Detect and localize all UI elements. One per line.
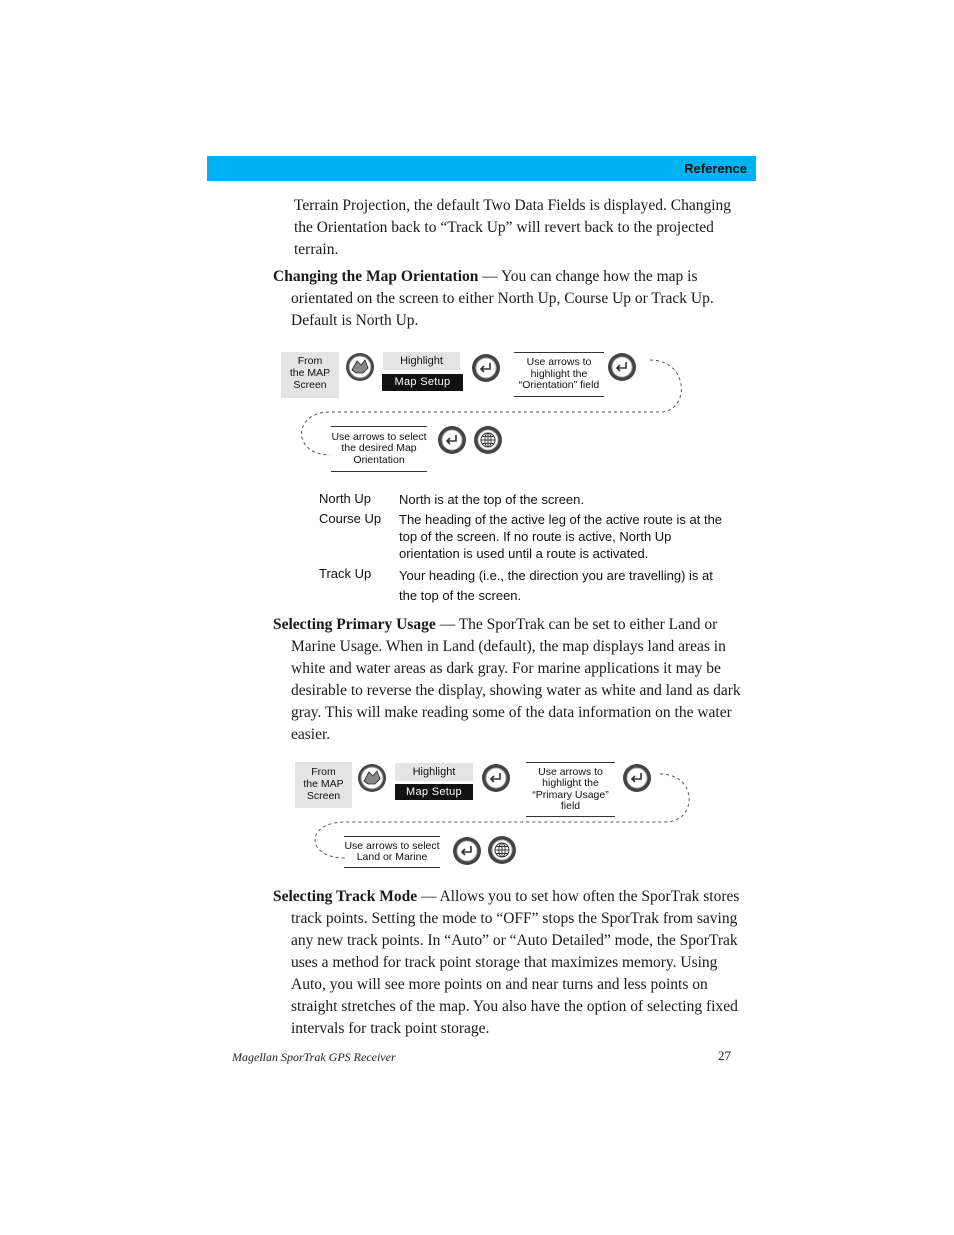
def-term-course-up: Course Up bbox=[319, 511, 382, 526]
globe-button-icon[interactable] bbox=[487, 835, 517, 865]
map-button-icon[interactable] bbox=[357, 763, 387, 793]
track-mode-heading: Selecting Track Mode bbox=[273, 888, 418, 905]
footer-title: Magellan SporTrak GPS Receiver bbox=[232, 1050, 396, 1064]
text-line: — The SporTrak can be set to either Land or bbox=[439, 616, 718, 633]
text-line: gray. This will make reading some of the data information on the water bbox=[291, 704, 732, 721]
text-line: — You can change how the map is bbox=[482, 268, 698, 285]
from-map-screen-box: From the MAP Screen bbox=[281, 352, 339, 398]
text-line: white and water areas as dark gray. For marine applications it may be bbox=[291, 660, 721, 677]
section-title: Reference bbox=[684, 161, 747, 176]
text-line: Default is North Up. bbox=[291, 312, 419, 329]
text-line: intervals for track point storage. bbox=[291, 1020, 490, 1037]
text-line: Auto, you will see more points on and near turns and less points on bbox=[291, 976, 708, 993]
highlight-label: Highlight bbox=[395, 763, 473, 781]
text-line: orientated on the screen to either North Up, Course Up or Track Up. bbox=[291, 290, 714, 307]
def-term-track-up: Track Up bbox=[319, 566, 372, 581]
text-line: easier. bbox=[291, 726, 331, 743]
usage-heading: Selecting Primary Usage bbox=[273, 616, 436, 633]
text-line: track points. Setting the mode to “OFF” stops the SporTrak from saving bbox=[291, 910, 738, 927]
map-setup-menu-item[interactable]: Map Setup bbox=[395, 784, 473, 800]
def-term-north-up: North Up bbox=[319, 491, 372, 506]
step-highlight-orientation: Use arrows to highlight the “Orientation” field bbox=[514, 352, 604, 397]
text-line: straight stretches of the map. You also have the option of selecting fixed bbox=[291, 998, 738, 1015]
step-select-orientation: Use arrows to select the desired Map Orientation bbox=[331, 426, 427, 472]
def-body-north-up: North is at the top of the screen. bbox=[399, 492, 584, 507]
enter-button-icon[interactable] bbox=[622, 763, 652, 793]
text-line: any new track points. In “Auto” or “Auto Detailed” mode, the SporTrak bbox=[291, 932, 738, 949]
step-highlight-primary-usage: Use arrows to highlight the “Primary Usage” field bbox=[526, 762, 615, 817]
track-mode-paragraph bbox=[273, 886, 739, 1040]
map-setup-menu-item[interactable]: Map Setup bbox=[382, 374, 463, 391]
highlight-label: Highlight bbox=[383, 352, 460, 370]
step-select-land-marine: Use arrows to select Land or Marine bbox=[344, 836, 440, 868]
def-body-course-up: The heading of the active leg of the active route is at the top of the screen. If no route is active, North Up orientation is used until a route is activated. bbox=[399, 512, 723, 561]
def-body-track-up: Your heading (i.e., the direction you are travelling) is at the top of the screen. bbox=[399, 568, 713, 603]
from-map-screen-box: From the MAP Screen bbox=[295, 762, 352, 808]
text-line: Marine Usage. When in Land (default), the map displays land areas in bbox=[291, 638, 726, 655]
text-line: terrain. bbox=[294, 241, 339, 258]
text-line: uses a method for track point storage that maximizes memory. Using bbox=[291, 954, 718, 971]
text-line: Terrain Projection, the default Two Data Fields is displayed. Changing bbox=[294, 197, 732, 214]
enter-button-icon[interactable] bbox=[481, 763, 511, 793]
orientation-heading: Changing the Map Orientation bbox=[273, 268, 479, 285]
enter-button-icon[interactable] bbox=[452, 836, 482, 866]
text-line: — Allows you to set how often the SporTrak stores bbox=[420, 888, 740, 905]
page-number: 27 bbox=[718, 1048, 731, 1063]
text-line: the Orientation back to “Track Up” will revert back to the projected bbox=[294, 219, 714, 236]
text-line: desirable to reverse the display, showing water as white and land as dark bbox=[291, 682, 741, 699]
